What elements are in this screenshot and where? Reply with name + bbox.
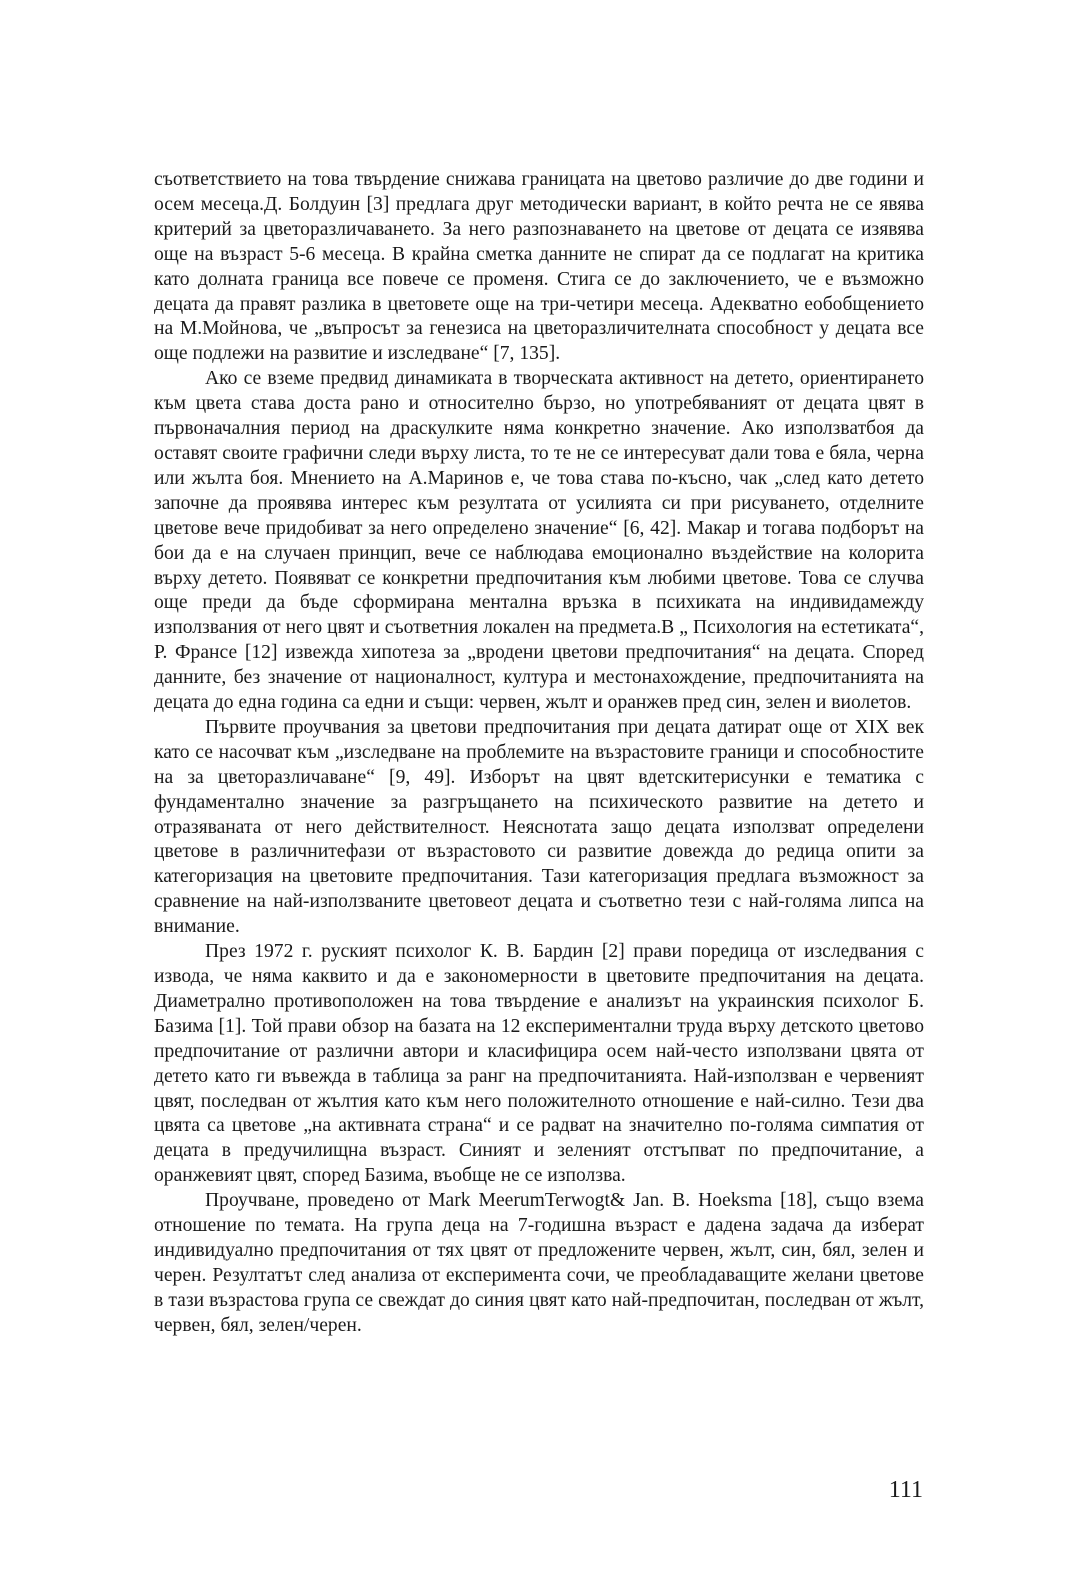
- page-number: 111: [888, 1477, 923, 1503]
- paragraph-terwogt-hoeksma: Проучване, проведено от Mark MeerumTerwogt& Jan. B. Hoeksma [18], също взема отношение по темата. На група деца на 7-годишна възраст е дадена задача да изберат индивидуално предпочитания от тях цвят от предложените червен, жълт, син, бял, зелен и черен. Резултатът след анализа от експеримента сочи, че преобладаващите желани цветове в тази възрастова група се свеждат до синия цвят като най-предпочитан, последван от жълт, червен, бял, зелен/черен.: [154, 1190, 924, 1336]
- paragraph-first-studies: Първите проучвания за цветови предпочитания при децата датират още от XIX век като се насочват към „изследване на проблемите на възрастовите граници и способностите на за цветоразличаване“ [9, 49]. Изборът на цвят вдетскитерисунки е тематика с фундаментално значение за разгръщането на психическото развитие на детето и отразяваната от него действителност. Неяснотата защо децата използват определени цветове в различнитефази от възрастовото си развитие довежда до редица опити за категоризация на цветовите предпочитания. Тази категоризация предлага възможност за сравнение на най-използваните цветовеот децата и съответно тези с най-голяма липса на внимание.: [154, 716, 924, 938]
- body-text: [154, 168, 924, 1339]
- paragraph-bardin-bazima: През 1972 г. руският психолог К. В. Бардин [2] прави поредица от изследвания с извода, че няма каквито и да е закономерности в цветовите предпочитания на децата. Диаметрално противоположен на това твърдение е анализът на украинския психолог Б. Базима [1]. Той прави обзор на базата на 12 експериментални труда върху детското цветово предпочитание от различни автори и класифицира осем най-често използвани цвята от детето като ги въвежда в таблица за ранг на предпочитанията. Най-използван е червеният цвят, последван от жълтия като към него положителното отношение е най-силно. Тези два цвята са цветове „на активната страна“ и се радват на значително по-голяма симпатия от децата в предучилищна възраст. Синият и зеленият отстъпват по предпочитание, а оранжевият цвят, според Базима, въобще не се използва.: [154, 941, 924, 1187]
- paragraph-color-dynamics: Ако се вземе предвид динамиката в творческата активност на детето, ориентирането към цвета става доста рано и относително бързо, но употребяваният от децата цвят в първоначалния период на драскулките няма конкретно значение. Ако използватбоя да оставят своите графични следи върху листа, то те не се интересуват дали това е бяла, черна или жълта боя. Мнението на А.Маринов е, че това става по-късно, чак „след като детето започне да проявява интерес към резултата от усилията си при рисуването, отделните цветове вече придобиват за него определено значение“ [6, 42]. Макар и тогава подборът на бои да е на случаен принцип, вече се наблюдава емоционално въздействие на колорита върху детето. Появяват се конкретни предпочитания към любими цветове. Това се случва още преди да бъде сформирана ментална връзка в психиката на индивидамежду използвания от него цвят и съответния локален на предмета.В „ Психология на естетиката“, Р. Франсе [12] извежда хипотеза за „вродени цветови предпочитания“ на децата. Според данните, без значение от националност, култура и местонахождение, предпочитанията на децата до една година са едни и същи: червен, жълт и оранжев пред син, зелен и виолетов.: [154, 368, 924, 714]
- paragraph-continuation: съответствието на това твърдение снижава границата на цветово различие до две години и осем месеца.Д. Болдуин [3] предлага друг методически вариант, в който речта не се явява критерий за цветоразличаването. За него разпознаването на цветове от децата се изявява още на възраст 5-6 месеца. В крайна сметка данните не спират да се подлагат на критика като долната граница все повече се променя. Стига се до заключението, че е възможно децата да правят разлика в цветовете още на три-четири месеца. Адекватно еобобщението на М.Мойнова, че „въпросът за генезиса на цветоразличителната способност у децата все още подлежи на развитие и изследване“ [7, 135].: [154, 169, 924, 365]
